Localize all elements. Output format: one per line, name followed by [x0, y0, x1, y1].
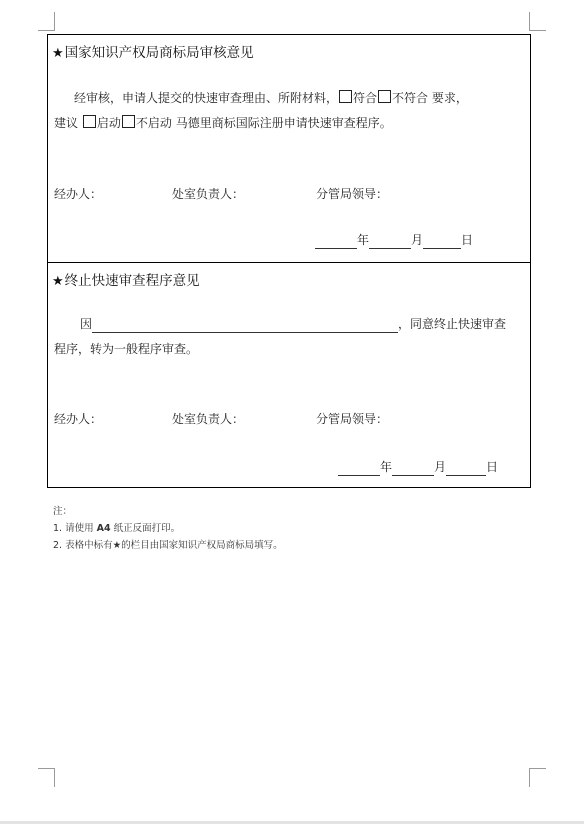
- bureau-leader-label: 分管局领导：: [316, 187, 389, 201]
- star-icon: ★: [52, 274, 64, 289]
- month-blank[interactable]: [369, 234, 411, 249]
- crop-mark-top-right: [529, 12, 546, 31]
- comply-label: 符合: [353, 91, 378, 105]
- notes: [53, 503, 283, 554]
- bureau-leader-label: 分管局领导：: [316, 412, 389, 426]
- not-start-label: 不启动: [135, 116, 172, 130]
- note-text: 表格中标有: [65, 540, 113, 551]
- crop-mark-bottom-left: [38, 768, 55, 787]
- year-blank[interactable]: [315, 234, 357, 249]
- not-start-checkbox[interactable]: [122, 115, 135, 128]
- review-line-1: [74, 89, 468, 106]
- review-text: 经审核，申请人提交的快速审查理由、所附材料，: [74, 91, 339, 105]
- section-title: [52, 269, 200, 289]
- day-blank[interactable]: [446, 461, 486, 476]
- office-head-label: 处室负责人：: [172, 412, 245, 426]
- date-line: [338, 458, 498, 476]
- year-blank[interactable]: [338, 461, 380, 476]
- paper-size: A4: [96, 523, 111, 534]
- handler-label: 经办人：: [54, 187, 103, 201]
- review-line-2: [54, 114, 392, 131]
- termination-line-1: [80, 315, 506, 333]
- day-label: 日: [461, 233, 474, 247]
- start-label: 启动: [96, 116, 121, 130]
- termination-line-2: 程序，转为一般程序审查。: [54, 342, 199, 356]
- note-2: [53, 537, 283, 554]
- not-comply-label: 不符合: [392, 91, 429, 105]
- note-1: [53, 520, 283, 537]
- crop-mark-bottom-right: [529, 768, 546, 787]
- month-blank[interactable]: [392, 461, 434, 476]
- not-comply-checkbox[interactable]: [378, 90, 391, 103]
- office-head-label: 处室负责人：: [172, 187, 245, 201]
- note-number: 2.: [53, 540, 63, 551]
- month-label: 月: [434, 460, 447, 474]
- reason-blank[interactable]: [92, 318, 398, 333]
- comply-checkbox[interactable]: [339, 90, 352, 103]
- section-title-text: 国家知识产权局商标局审核意见: [64, 45, 254, 61]
- date-line: [315, 231, 473, 249]
- section-title-text: 终止快速审查程序意见: [64, 273, 200, 289]
- notes-label: 注：: [53, 506, 73, 517]
- requirement-text: 要求，: [431, 91, 468, 105]
- handler-label: 经办人：: [54, 412, 103, 426]
- day-blank[interactable]: [423, 234, 461, 249]
- suggest-text: 建议: [54, 116, 79, 130]
- month-label: 月: [411, 233, 424, 247]
- year-label: 年: [357, 233, 370, 247]
- crop-mark-top-left: [38, 12, 55, 31]
- note-text: 请使用: [65, 523, 94, 534]
- termination-opinion-section: [48, 263, 530, 487]
- reason-prefix: 因: [80, 317, 93, 331]
- day-label: 日: [486, 460, 499, 474]
- section-title: [52, 41, 254, 61]
- agree-termination-text: ，同意终止快速审查: [398, 317, 507, 331]
- start-checkbox[interactable]: [83, 115, 96, 128]
- year-label: 年: [380, 460, 393, 474]
- star-icon: ★: [112, 540, 122, 551]
- review-opinion-section: [48, 35, 530, 263]
- note-text: 的栏目由国家知识产权局商标局填写。: [121, 540, 283, 551]
- procedure-text: 马德里商标国际注册申请快速审查程序。: [175, 116, 392, 130]
- review-form-table: [47, 34, 531, 488]
- note-text: 纸正反面打印。: [113, 523, 181, 534]
- star-icon: ★: [52, 46, 64, 61]
- note-number: 1.: [53, 523, 63, 534]
